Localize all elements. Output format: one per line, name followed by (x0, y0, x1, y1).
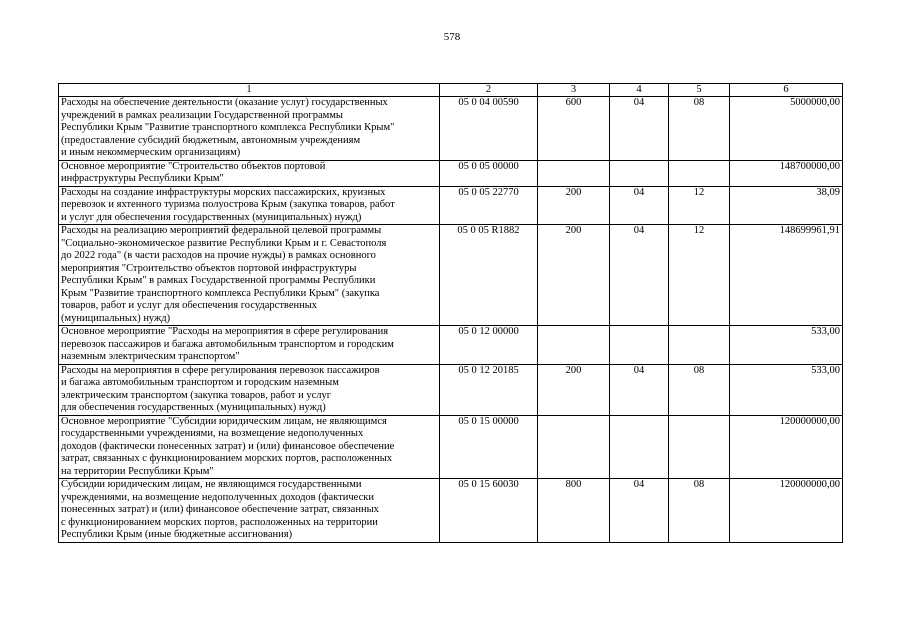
table-row (59, 97, 843, 161)
description-line: (предоставление субсидий бюджетным, автономным учреждениям (61, 134, 361, 146)
section-code: 04 (610, 479, 669, 543)
description-line: Крым "Развитие транспортного комплекса Республики Крым" (закупка (61, 287, 380, 299)
description-line: (муниципальных) нужд) (61, 312, 171, 324)
subsection-code: 08 (669, 364, 730, 415)
description-line: товаров, работ и услуг для обеспечения государственных (61, 300, 318, 311)
column-header: 3 (538, 84, 610, 97)
description-line: Основное мероприятие "Субсидии юридическим лицам, не являющимся (61, 415, 387, 427)
section-code: 04 (610, 225, 669, 326)
expense-type-code (538, 160, 610, 186)
description-line: Основное мероприятие "Расходы на мероприятия в сфере регулирования (61, 326, 389, 337)
description-line: Расходы на создание инфраструктуры морских пассажирских, круизных (61, 186, 386, 198)
description-line: и багажа автомобильным транспортом и городским наземным (61, 377, 339, 388)
amount-value: 5000000,00 (730, 97, 843, 161)
row-description (59, 97, 440, 161)
budget-table (58, 83, 843, 543)
budget-code: 05 0 15 60030 (440, 479, 538, 543)
description-line: на территории Республики Крым" (61, 465, 214, 477)
row-description (59, 479, 440, 543)
description-line: "Социально-экономическое развитие Республики Крым и г. Севастополя (61, 237, 387, 249)
expense-type-code (538, 326, 610, 365)
budget-code: 05 0 05 22770 (440, 186, 538, 225)
description-line: инфраструктуры Республики Крым" (61, 173, 224, 184)
description-line: Республики Крым "Развитие транспортного комплекса Республики Крым" (61, 122, 395, 133)
description-line: затрат, связанных с функционированием морских портов, расположенных (61, 453, 393, 464)
row-description (59, 415, 440, 479)
expense-type-code: 200 (538, 364, 610, 415)
description-line: перевозок и яхтенного туризма полуострова Крым (закупка товаров, работ (61, 199, 395, 210)
table-row (59, 364, 843, 415)
amount-value: 120000000,00 (730, 479, 843, 543)
subsection-code (669, 160, 730, 186)
column-header: 4 (610, 84, 669, 97)
amount-value: 533,00 (730, 326, 843, 365)
table-row (59, 160, 843, 186)
expense-type-code: 800 (538, 479, 610, 543)
subsection-code: 12 (669, 186, 730, 225)
description-line: Основное мероприятие "Строительство объектов портовой (61, 160, 326, 172)
description-line: и услуг для обеспечения государственных (муниципальных) нужд) (61, 211, 362, 223)
subsection-code: 12 (669, 225, 730, 326)
description-line: Субсидии юридическим лицам, не являющимся государственными (61, 479, 362, 490)
description-line: для обеспечения государственных (муниципальных) нужд) (61, 402, 326, 413)
description-line: Республики Крым" в рамках Государственной программы Республики (61, 275, 376, 286)
table-row (59, 415, 843, 479)
description-line: государственными учреждениями, на возмещение недополученных (61, 428, 364, 439)
description-line: электрическим транспортом (закупка товаров, работ и услуг (61, 389, 332, 401)
amount-value: 120000000,00 (730, 415, 843, 479)
section-code (610, 415, 669, 479)
table-row (59, 186, 843, 225)
expense-type-code: 200 (538, 225, 610, 326)
column-header: 2 (440, 84, 538, 97)
row-description (59, 326, 440, 365)
description-line: перевозок пассажиров и багажа автомобильным транспортом и городским (61, 338, 394, 350)
header-row (59, 84, 843, 97)
subsection-code (669, 326, 730, 365)
column-header: 6 (730, 84, 843, 97)
row-description (59, 186, 440, 225)
description-line: учреждениями, на возмещение недополученных доходов (фактически (61, 491, 374, 503)
description-line: понесенных затрат) и (или) финансовое обеспечение затрат, связанных (61, 504, 379, 515)
description-line: до 2022 года" (в части расходов на прочие нужды) в рамках основного (61, 250, 376, 261)
description-line: Расходы на реализацию мероприятий федеральной целевой программы (61, 225, 382, 236)
column-header: 5 (669, 84, 730, 97)
budget-code: 05 0 12 20185 (440, 364, 538, 415)
section-code: 04 (610, 364, 669, 415)
section-code: 04 (610, 186, 669, 225)
budget-code: 05 0 05 00000 (440, 160, 538, 186)
expense-type-code: 600 (538, 97, 610, 161)
table-row (59, 225, 843, 326)
subsection-code: 08 (669, 479, 730, 543)
table-row (59, 326, 843, 365)
amount-value: 148700000,00 (730, 160, 843, 186)
description-line: Расходы на мероприятия в сфере регулирования перевозок пассажиров (61, 364, 380, 376)
section-code: 04 (610, 97, 669, 161)
budget-code: 05 0 12 00000 (440, 326, 538, 365)
description-line: мероприятия "Строительство объектов портовой инфраструктуры (61, 262, 357, 274)
amount-value: 148699961,91 (730, 225, 843, 326)
description-line: учреждений в рамках реализации Государственной программы (61, 109, 343, 121)
subsection-code: 08 (669, 97, 730, 161)
budget-code: 05 0 04 00590 (440, 97, 538, 161)
description-line: доходов (фактически понесенных затрат) и (или) финансовое обеспечение (61, 440, 395, 452)
description-line: с функционированием морских портов, расположенных на территории (61, 516, 378, 528)
column-header: 1 (59, 84, 440, 97)
row-description (59, 160, 440, 186)
row-description (59, 364, 440, 415)
section-code (610, 160, 669, 186)
description-line: и иным некоммерческим организациям) (61, 147, 241, 158)
description-line: наземным электрическим транспортом" (61, 351, 240, 362)
expense-type-code (538, 415, 610, 479)
description-line: Республики Крым (иные бюджетные ассигнования) (61, 529, 293, 540)
row-description (59, 225, 440, 326)
budget-code: 05 0 15 00000 (440, 415, 538, 479)
page-number: 578 (443, 31, 461, 43)
subsection-code (669, 415, 730, 479)
description-line: Расходы на обеспечение деятельности (оказание услуг) государственных (61, 97, 388, 108)
expense-type-code: 200 (538, 186, 610, 225)
section-code (610, 326, 669, 365)
table-row (59, 479, 843, 543)
budget-code: 05 0 05 R1882 (440, 225, 538, 326)
amount-value: 38,09 (730, 186, 843, 225)
amount-value: 533,00 (730, 364, 843, 415)
